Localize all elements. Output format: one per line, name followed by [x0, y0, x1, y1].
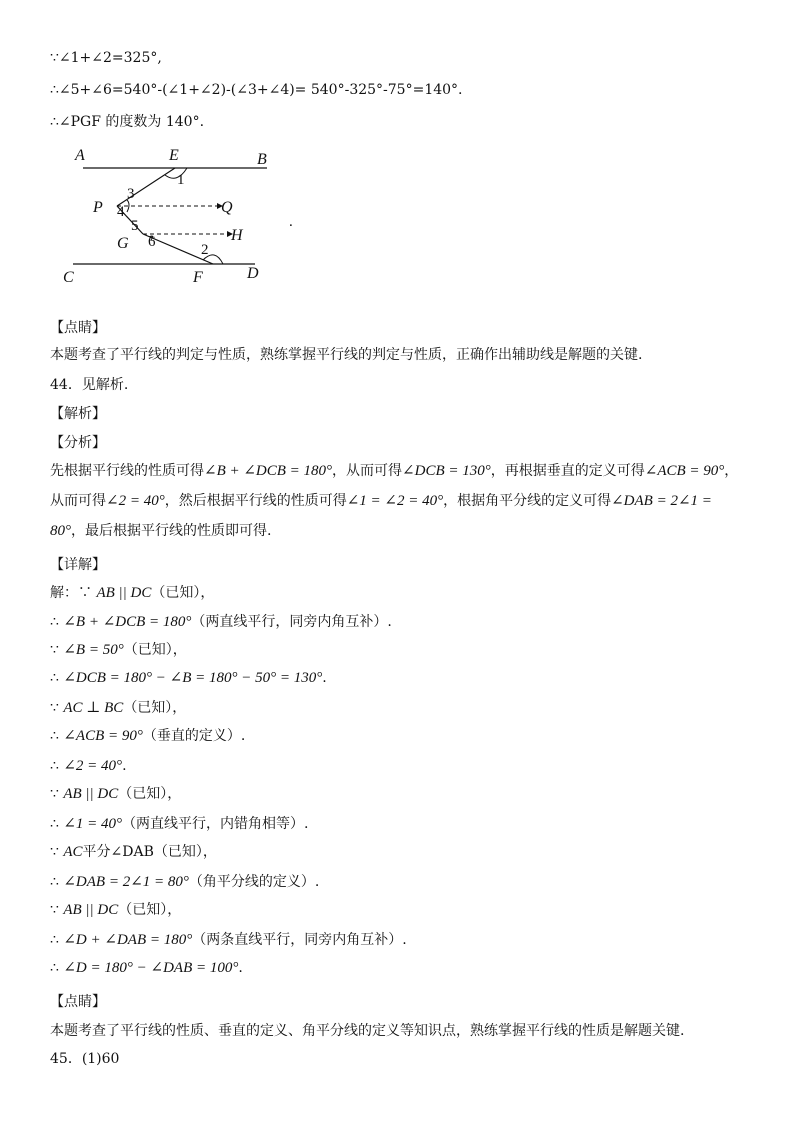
step-math: ∠D = 180° − ∠DAB = 100° — [63, 960, 239, 976]
analysis-math-6: ∠DAB = 2∠1 = 80° — [50, 493, 712, 539]
step-reason: （两条直线平行，同旁内角互补）. — [192, 932, 407, 948]
solution-step — [50, 668, 327, 688]
step-math: ∠B = 50° — [63, 642, 124, 658]
step-math: AB || DC — [63, 786, 119, 802]
label-G: G — [117, 235, 129, 252]
jiexi-head: 【解析】 — [50, 406, 106, 422]
step-reason: 平分∠DAB（已知）， — [82, 844, 217, 860]
analysis-text-6: ，根据角平分线的定义可得 — [443, 493, 612, 509]
step-prefix: ∵ — [50, 902, 64, 918]
proof-line-3: ∴∠PGF 的度数为 140°. — [50, 114, 205, 130]
analysis-math-2: ∠DCB = 130° — [402, 463, 491, 479]
step-math: ∠ACB = 90° — [63, 728, 143, 744]
step-reason: （两直线平行，同旁内角互补）. — [191, 614, 392, 630]
step-math: ∠B + ∠DCB = 180° — [63, 614, 192, 630]
solution-step — [50, 842, 217, 862]
label-Q: Q — [221, 199, 233, 216]
label-H: H — [231, 227, 243, 244]
fenxi-head: 【分析】 — [50, 435, 106, 451]
step-prefix: ∴ — [50, 874, 64, 890]
step-prefix: ∵ — [50, 700, 64, 716]
question-45-number: 45．(1)60 — [50, 1051, 120, 1067]
solution-step — [50, 583, 214, 603]
step-math: AB || DC — [63, 902, 119, 918]
step-math: ∠2 = 40° — [63, 758, 123, 774]
step-prefix: ∴ — [50, 670, 64, 686]
solution-step — [50, 900, 181, 920]
step-prefix: ∵ — [50, 642, 64, 658]
angle-label-6: 6 — [148, 234, 156, 250]
step-reason: （两直线平行，内错角相等）. — [122, 816, 309, 832]
step-reason: （垂直的定义）. — [142, 728, 246, 744]
step-reason: （已知）， — [123, 700, 187, 716]
step-math: AC — [63, 844, 83, 860]
step-prefix: ∴ — [50, 614, 64, 630]
solution-step — [50, 698, 186, 718]
angle-label-5: 5 — [131, 218, 139, 234]
geometry-figure — [55, 140, 315, 290]
solution-step — [50, 930, 407, 950]
step-reason: （已知）， — [118, 786, 182, 802]
analysis-text-2: ，从而可得 — [332, 463, 403, 479]
step-reason: （已知）， — [118, 902, 182, 918]
analysis-text-4: ，从而可得 — [50, 463, 739, 509]
dianjing-head-44: 【点睛】 — [50, 994, 106, 1010]
step-reason: （已知）， — [151, 585, 215, 601]
label-C: C — [63, 269, 74, 286]
figure-trailing-dot: . — [289, 214, 293, 230]
proof-line-1: ∵∠1+∠2=325°, — [50, 50, 162, 66]
analysis-text-7: ，最后根据平行线的性质即可得. — [71, 523, 272, 539]
step-reason: . — [322, 670, 327, 686]
analysis-math-4: ∠2 = 40° — [106, 493, 165, 509]
question-44-number: 44．见解析. — [50, 377, 129, 393]
step-reason: . — [238, 960, 243, 976]
label-P: P — [93, 199, 103, 216]
analysis-math-1: ∠B + ∠DCB = 180° — [204, 463, 333, 479]
step-prefix: ∴ — [50, 960, 64, 976]
dianjing-head-43: 【点睛】 — [50, 320, 106, 336]
label-E: E — [169, 147, 179, 164]
solution-step — [50, 612, 392, 632]
analysis-text-5: ，然后根据平行线的性质可得 — [164, 493, 347, 509]
step-math: ∠1 = 40° — [63, 816, 123, 832]
step-reason: （角平分线的定义）. — [188, 874, 320, 890]
solution-step — [50, 814, 309, 834]
step-math: ∠DAB = 2∠1 = 80° — [63, 874, 189, 890]
analysis-math-5: ∠1 = ∠2 = 40° — [346, 493, 444, 509]
step-prefix: ∴ — [50, 758, 64, 774]
analysis-text-3: ，再根据垂直的定义可得 — [490, 463, 645, 479]
angle-label-4: 4 — [117, 204, 125, 220]
analysis-math-3: ∠ACB = 90° — [644, 463, 725, 479]
step-prefix: 解：∵ — [50, 585, 97, 601]
solution-step — [50, 958, 243, 978]
angle-label-3: 3 — [127, 186, 135, 202]
analysis-paragraph — [50, 456, 750, 546]
label-A: A — [75, 147, 85, 164]
step-prefix: ∴ — [50, 728, 64, 744]
step-math: ∠DCB = 180° − ∠B = 180° − 50° = 130° — [63, 670, 323, 686]
solution-step — [50, 756, 127, 776]
label-F: F — [193, 269, 203, 286]
step-reason: . — [122, 758, 127, 774]
step-reason: （已知）， — [123, 642, 187, 658]
analysis-text-1: 先根据平行线的性质可得 — [50, 463, 204, 479]
proof-line-2: ∴∠5+∠6=540°-(∠1+∠2)-(∠3+∠4)= 540°-325°-75°=140°. — [50, 82, 463, 98]
solution-step — [50, 784, 181, 804]
angle-label-1: 1 — [177, 172, 185, 188]
solution-step — [50, 872, 319, 892]
step-prefix: ∴ — [50, 816, 64, 832]
solution-step — [50, 726, 245, 746]
step-prefix: ∵ — [50, 844, 64, 860]
dianjing-body-43: 本题考查了平行线的判定与性质，熟练掌握平行线的判定与性质，正确作出辅助线是解题的关键. — [50, 347, 643, 363]
step-prefix: ∴ — [50, 932, 64, 948]
step-prefix: ∵ — [50, 786, 64, 802]
dianjing-body-44: 本题考查了平行线的性质、垂直的定义、角平分线的定义等知识点，熟练掌握平行线的性质是解题关键. — [50, 1023, 685, 1039]
label-B: B — [257, 151, 267, 168]
xiangjie-head: 【详解】 — [50, 557, 106, 573]
step-math: AB || DC — [96, 585, 152, 601]
step-math: AC ⊥ BC — [63, 700, 124, 716]
step-math: ∠D + ∠DAB = 180° — [63, 932, 193, 948]
angle-label-2: 2 — [201, 242, 209, 258]
solution-step — [50, 640, 187, 660]
label-D: D — [247, 265, 259, 282]
